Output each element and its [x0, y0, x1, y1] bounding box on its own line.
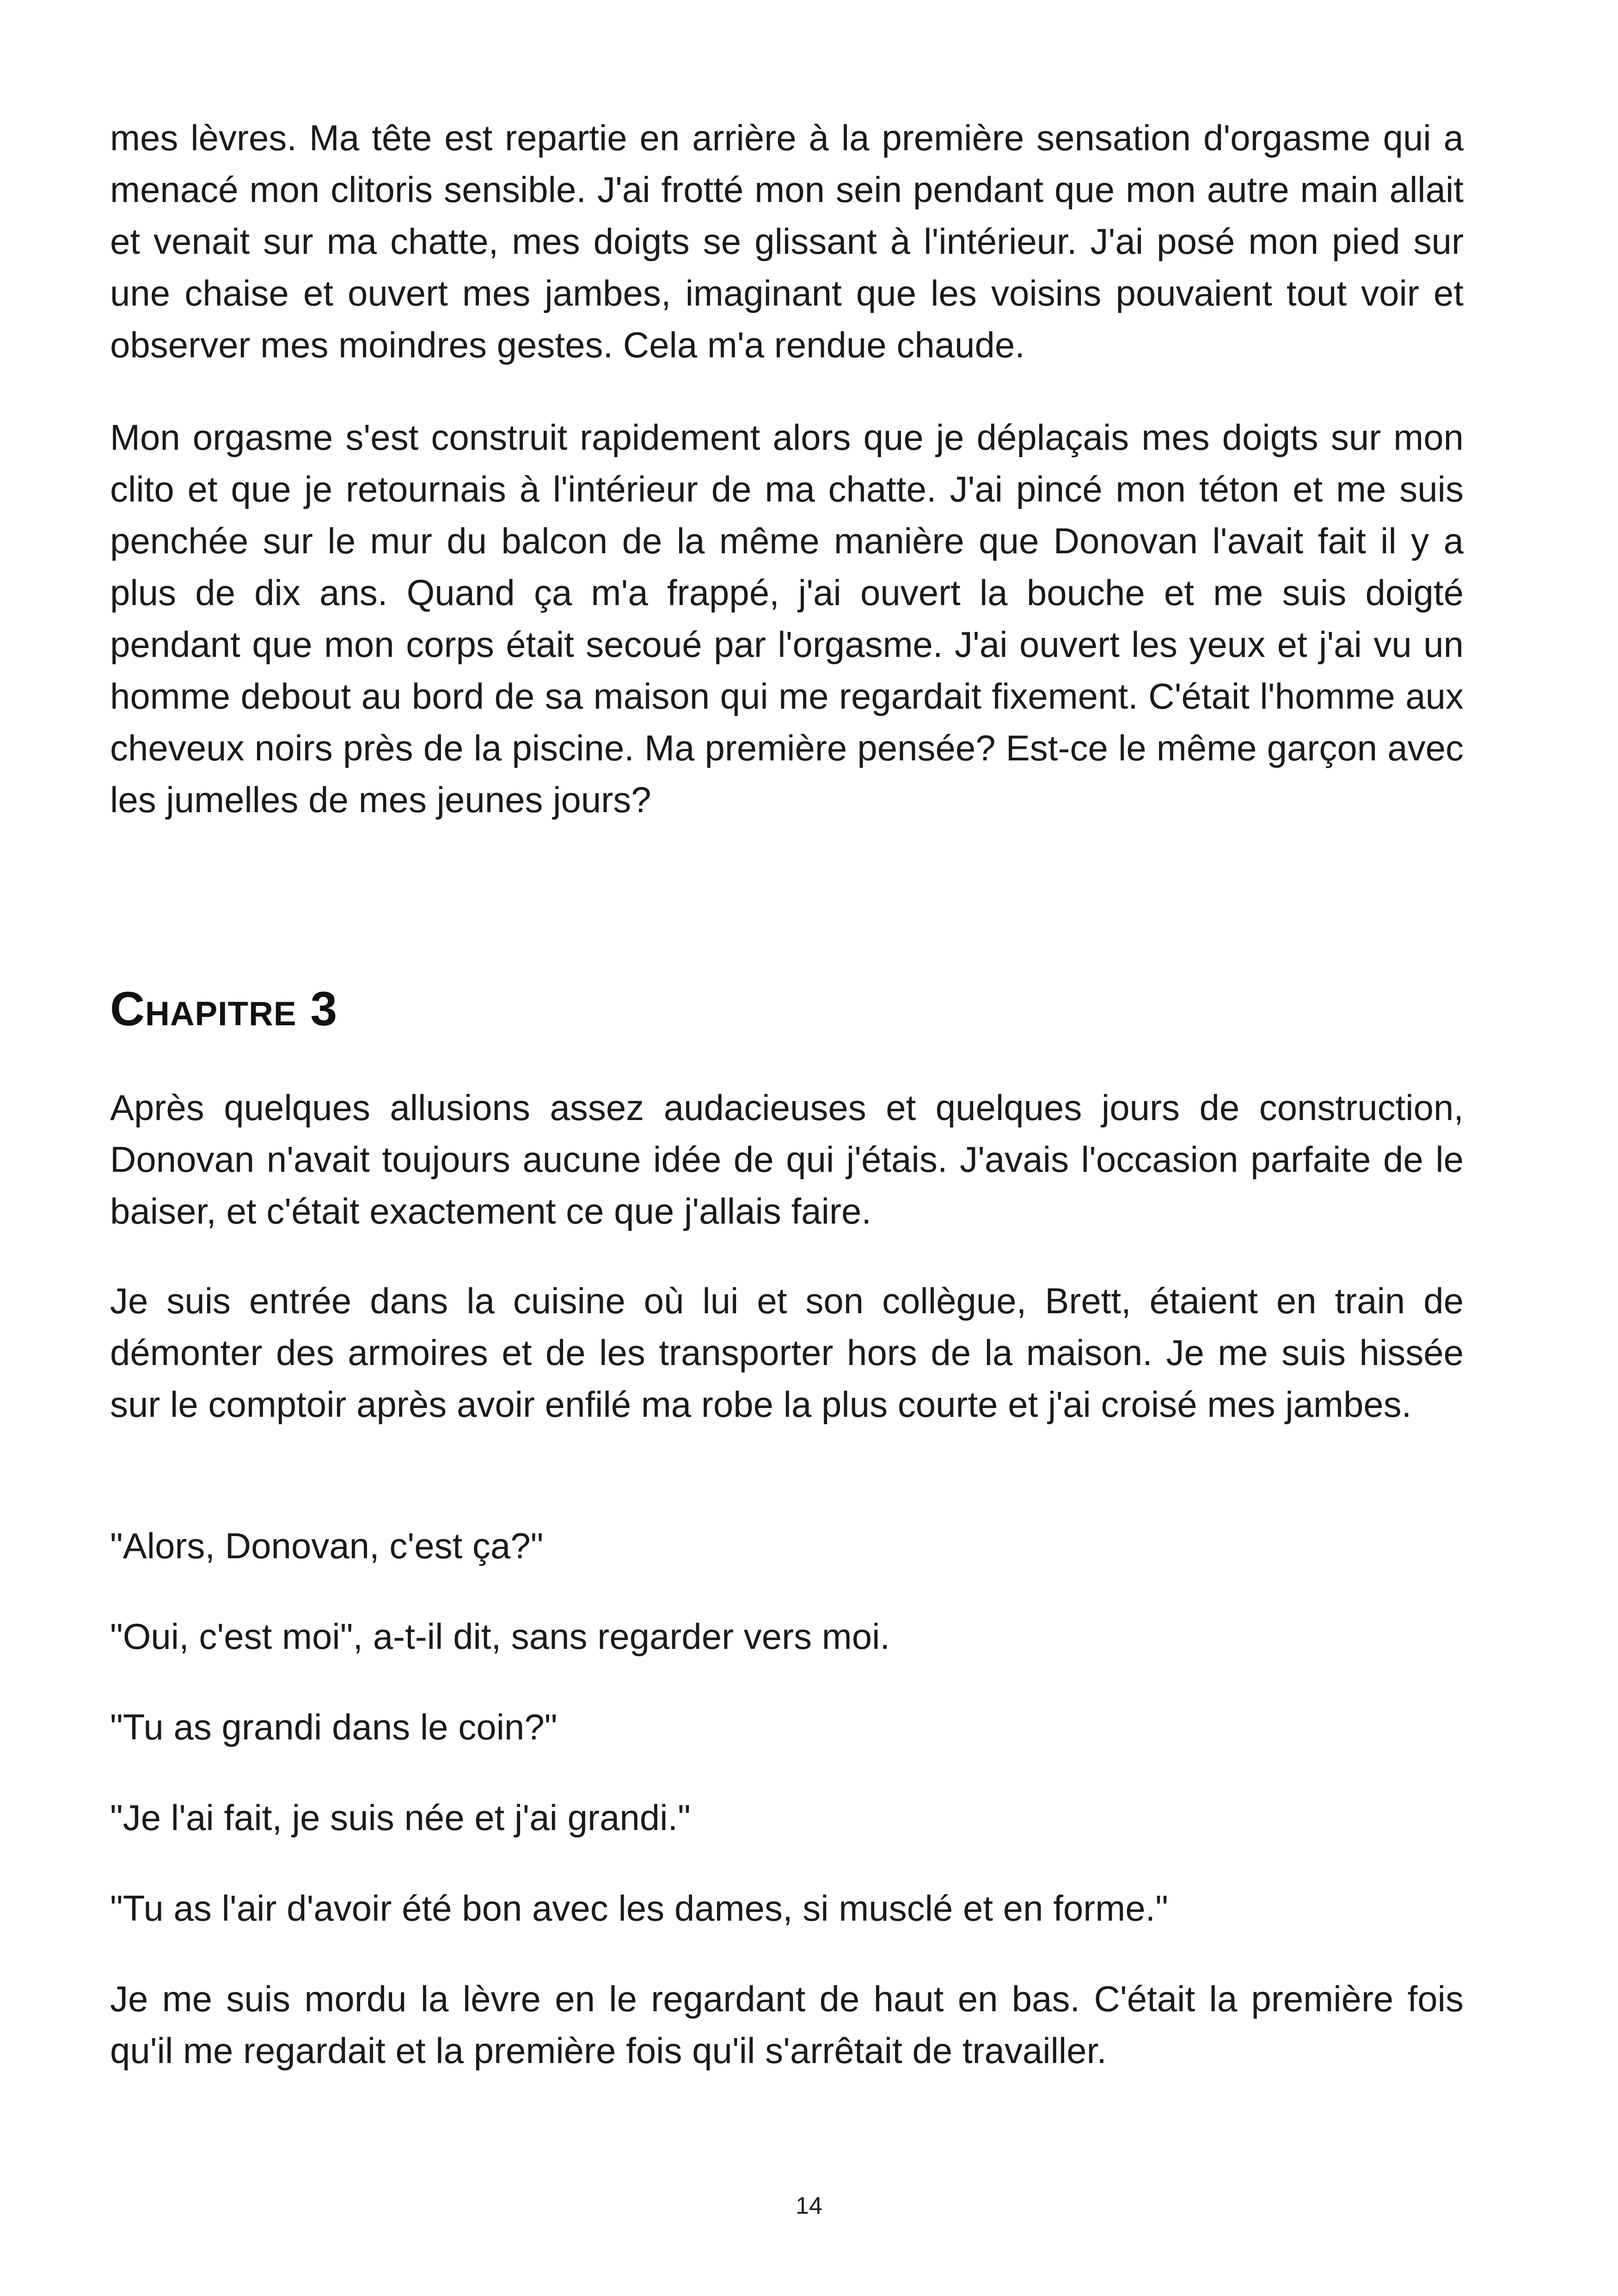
paragraph-9: "Tu as l'air d'avoir été bon avec les dames, si musclé et en forme." [110, 1888, 1168, 1929]
paragraph-2: Mon orgasme s'est construit rapidement alors que je déplaçais mes doigts sur mon clito et que je retournais à l'intérieur de ma chatte. J'ai pincé mon téton et me suis penchée sur le mur du balcon de la même manière que Donovan l'avait fait il y a plus de dix ans. Quand ça m'a frappé, j'ai ouvert la bouche et me suis doigté pendant que mon corps était secoué par l'orgasme. J'ai ouvert les yeux et j'ai vu un homme debout au bord de sa maison qui me regardait fixement. C'était l'homme aux cheveux noirs près de la piscine. Ma première pensée? Est-ce le même garçon avec les jumelles de mes jeunes jours? [110, 417, 1464, 820]
paragraph-1: mes lèvres. Ma tête est repartie en arrière à la première sensation d'orgasme qui a menacé mon clitoris sensible. J'ai frotté mon sein pendant que mon autre main allait et venait sur ma chatte, mes doigts se glissant à l'intérieur. J'ai posé mon pied sur une chaise et ouvert mes jambes, imaginant que les voisins pouvaient tout voir et observer mes moindres gestes. Cela m'a rendue chaude. [110, 117, 1464, 365]
paragraph-10: Je me suis mordu la lèvre en le regardant de haut en bas. C'était la première fois qu'il me regardait et la première fois qu'il s'arrêtait de travailler. [110, 1978, 1464, 2071]
paragraph-5: "Alors, Donovan, c'est ça?" [110, 1525, 544, 1566]
page-number: 14 [796, 2192, 822, 2219]
paragraph-4: Je suis entrée dans la cuisine où lui et son collègue, Brett, étaient en train de démonter des armoires et de les transporter hors de la maison. Je me suis hissée sur le comptoir après avoir enfilé ma robe la plus courte et j'ai croisé mes jambes. [110, 1280, 1464, 1425]
chapter-heading: Chapitre 3 [110, 982, 338, 1036]
paragraph-6: "Oui, c'est moi", a-t-il dit, sans regarder vers moi. [110, 1616, 890, 1657]
paragraph-3: Après quelques allusions assez audacieuses et quelques jours de construction, Donovan n'avait toujours aucune idée de qui j'étais. J'avais l'occasion parfaite de le baiser, et c'était exactement ce que j'allais faire. [110, 1087, 1464, 1231]
paragraph-8: "Je l'ai fait, je suis née et j'ai grandi." [110, 1797, 691, 1838]
paragraph-7: "Tu as grandi dans le coin?" [110, 1707, 558, 1747]
